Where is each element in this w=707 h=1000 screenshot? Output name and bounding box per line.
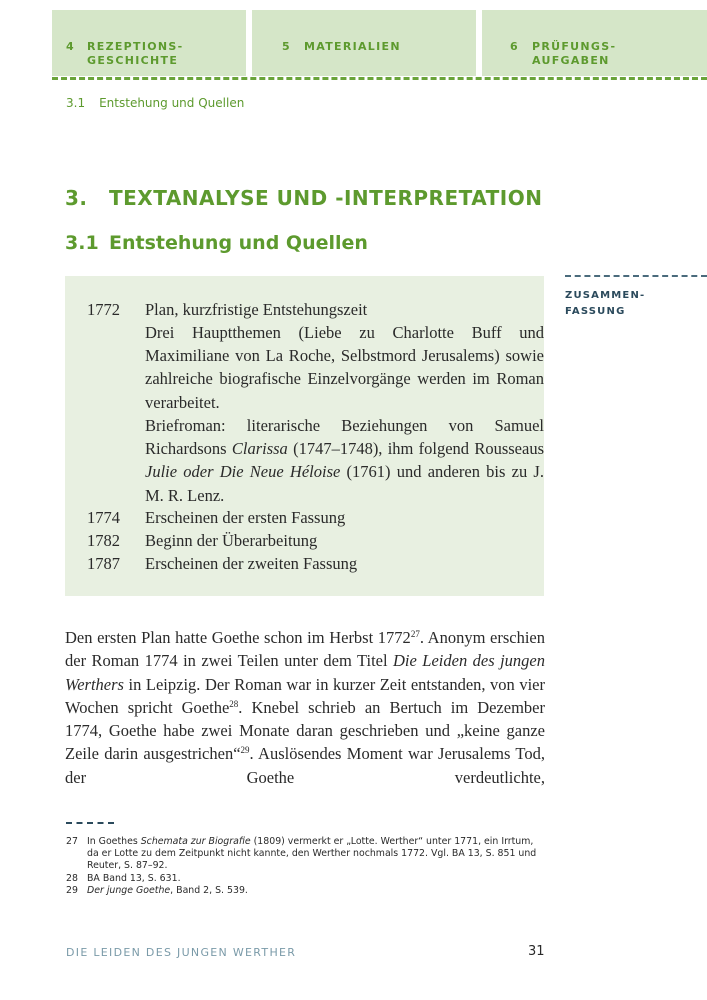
work-title: Julie oder Die Neue Héloise <box>145 462 341 482</box>
footnote-ref[interactable]: 29 <box>240 745 250 756</box>
summary-year: 1772 <box>87 300 120 319</box>
chapter-heading <box>65 186 542 210</box>
sidebar-divider <box>565 275 707 277</box>
tab-label: REZEPTIONS- GESCHICHTE <box>87 40 184 67</box>
work-title: Clarissa <box>231 439 288 459</box>
summary-text: Erscheinen der ersten Fassung <box>145 508 346 527</box>
footnote-ref[interactable]: 27 <box>410 629 420 639</box>
breadcrumb <box>66 96 244 110</box>
summary-text: Erscheinen der zweiten Fassung <box>145 554 358 573</box>
footnotes <box>66 836 546 897</box>
footnote-number: 27 <box>66 836 78 847</box>
footnote: 27 In Goethes Schemata zur Biografie (1809) vermerkt er „Lotte. Werther“ unter 1771, ein Irrtum, da er Lotte zu dem Zeitpunkt nicht kannte, den Werther nochmals 1772. Vgl. BA 13, S. 851 und Reuter, S. 87–92. <box>66 836 537 872</box>
section-title: Entstehung und Quellen <box>109 232 368 254</box>
tab-pruefungsaufgaben[interactable] <box>482 10 707 76</box>
summary-year: 1774 <box>87 508 120 527</box>
work-title: Die Leiden des jungen Werthers <box>65 651 545 694</box>
chapter-number: 3. <box>65 186 88 210</box>
chapter-title: TEXTANALYSE UND -INTERPRETATION <box>109 186 543 210</box>
tab-number: 6 <box>510 40 519 53</box>
footnote-number: 28 <box>66 872 78 884</box>
breadcrumb-text: Entstehung und Quellen <box>99 96 245 110</box>
tab-number: 4 <box>66 40 75 53</box>
nav-divider <box>52 77 707 80</box>
tab-label: MATERIALIEN <box>304 40 401 53</box>
section-heading <box>65 232 368 254</box>
footnote: 28 BA Band 13, S. 631. <box>66 872 181 884</box>
summary-text: Beginn der Überarbeitung <box>145 531 318 550</box>
footnote-number: 29 <box>66 884 78 896</box>
tab-number: 5 <box>282 40 291 53</box>
sidebar-label-zusammenfassung: ZUSAMMEN- FASSUNG <box>565 290 646 317</box>
breadcrumb-number: 3.1 <box>66 96 86 110</box>
section-number: 3.1 <box>65 232 99 254</box>
chapter-nav <box>0 10 707 76</box>
footnote-ref[interactable]: 28 <box>229 698 239 709</box>
footer-book-title: DIE LEIDEN DES JUNGEN WERTHER <box>66 946 297 959</box>
summary-text: Plan, kurzfristige Entstehungszeit <box>145 300 368 319</box>
body-paragraph: Den ersten Plan hatte Goethe schon im Herbst 1772$^{27}$. Anonym erschien der Roman 1774 in zwei Teilen unter dem Titel Die Leiden des jungen Werthers in Leipzig. Der Roman war in kurzer Zeit entstanden, von vier Wochen spricht Goethe$^{28}$. Knebel schrieb an Bertuch im Dezember 1774, Goethe habe zwei Monate daran geschrieben und „keine ganze Zeile darin ausgestrichen“$^{29}$. Auslösendes Moment war Jerusalems Tod, der Goethe verdeutlichte, <box>65 628 545 787</box>
tab-label: PRÜFUNGS- AUFGABEN <box>532 40 617 67</box>
summary-year: 1787 <box>87 554 120 573</box>
summary-box <box>65 276 544 596</box>
summary-year: 1782 <box>87 531 120 550</box>
tab-materialien[interactable] <box>252 10 476 76</box>
page-number: 31 <box>528 944 545 959</box>
footnote: 29 Der junge Goethe, Band 2, S. 539. <box>66 884 248 896</box>
footnote-divider <box>66 822 114 824</box>
tab-rezeptionsgeschichte[interactable] <box>52 10 246 76</box>
summary-text: Briefroman: literarische Beziehungen von Samuel Richardsons Clarissa (1747–1748), ihm folgend Rousseaus Julie oder Die Neue Héloise (1761) und anderen bis zu J. M. R. Lenz. <box>145 416 544 505</box>
summary-text: Drei Hauptthemen (Liebe zu Charlotte Buff und Maximiliane von La Roche, Selbstmord Jerusalems) sowie zahlreiche biografische Einzelvorgänge werden im Roman verarbeitet. <box>145 323 544 412</box>
